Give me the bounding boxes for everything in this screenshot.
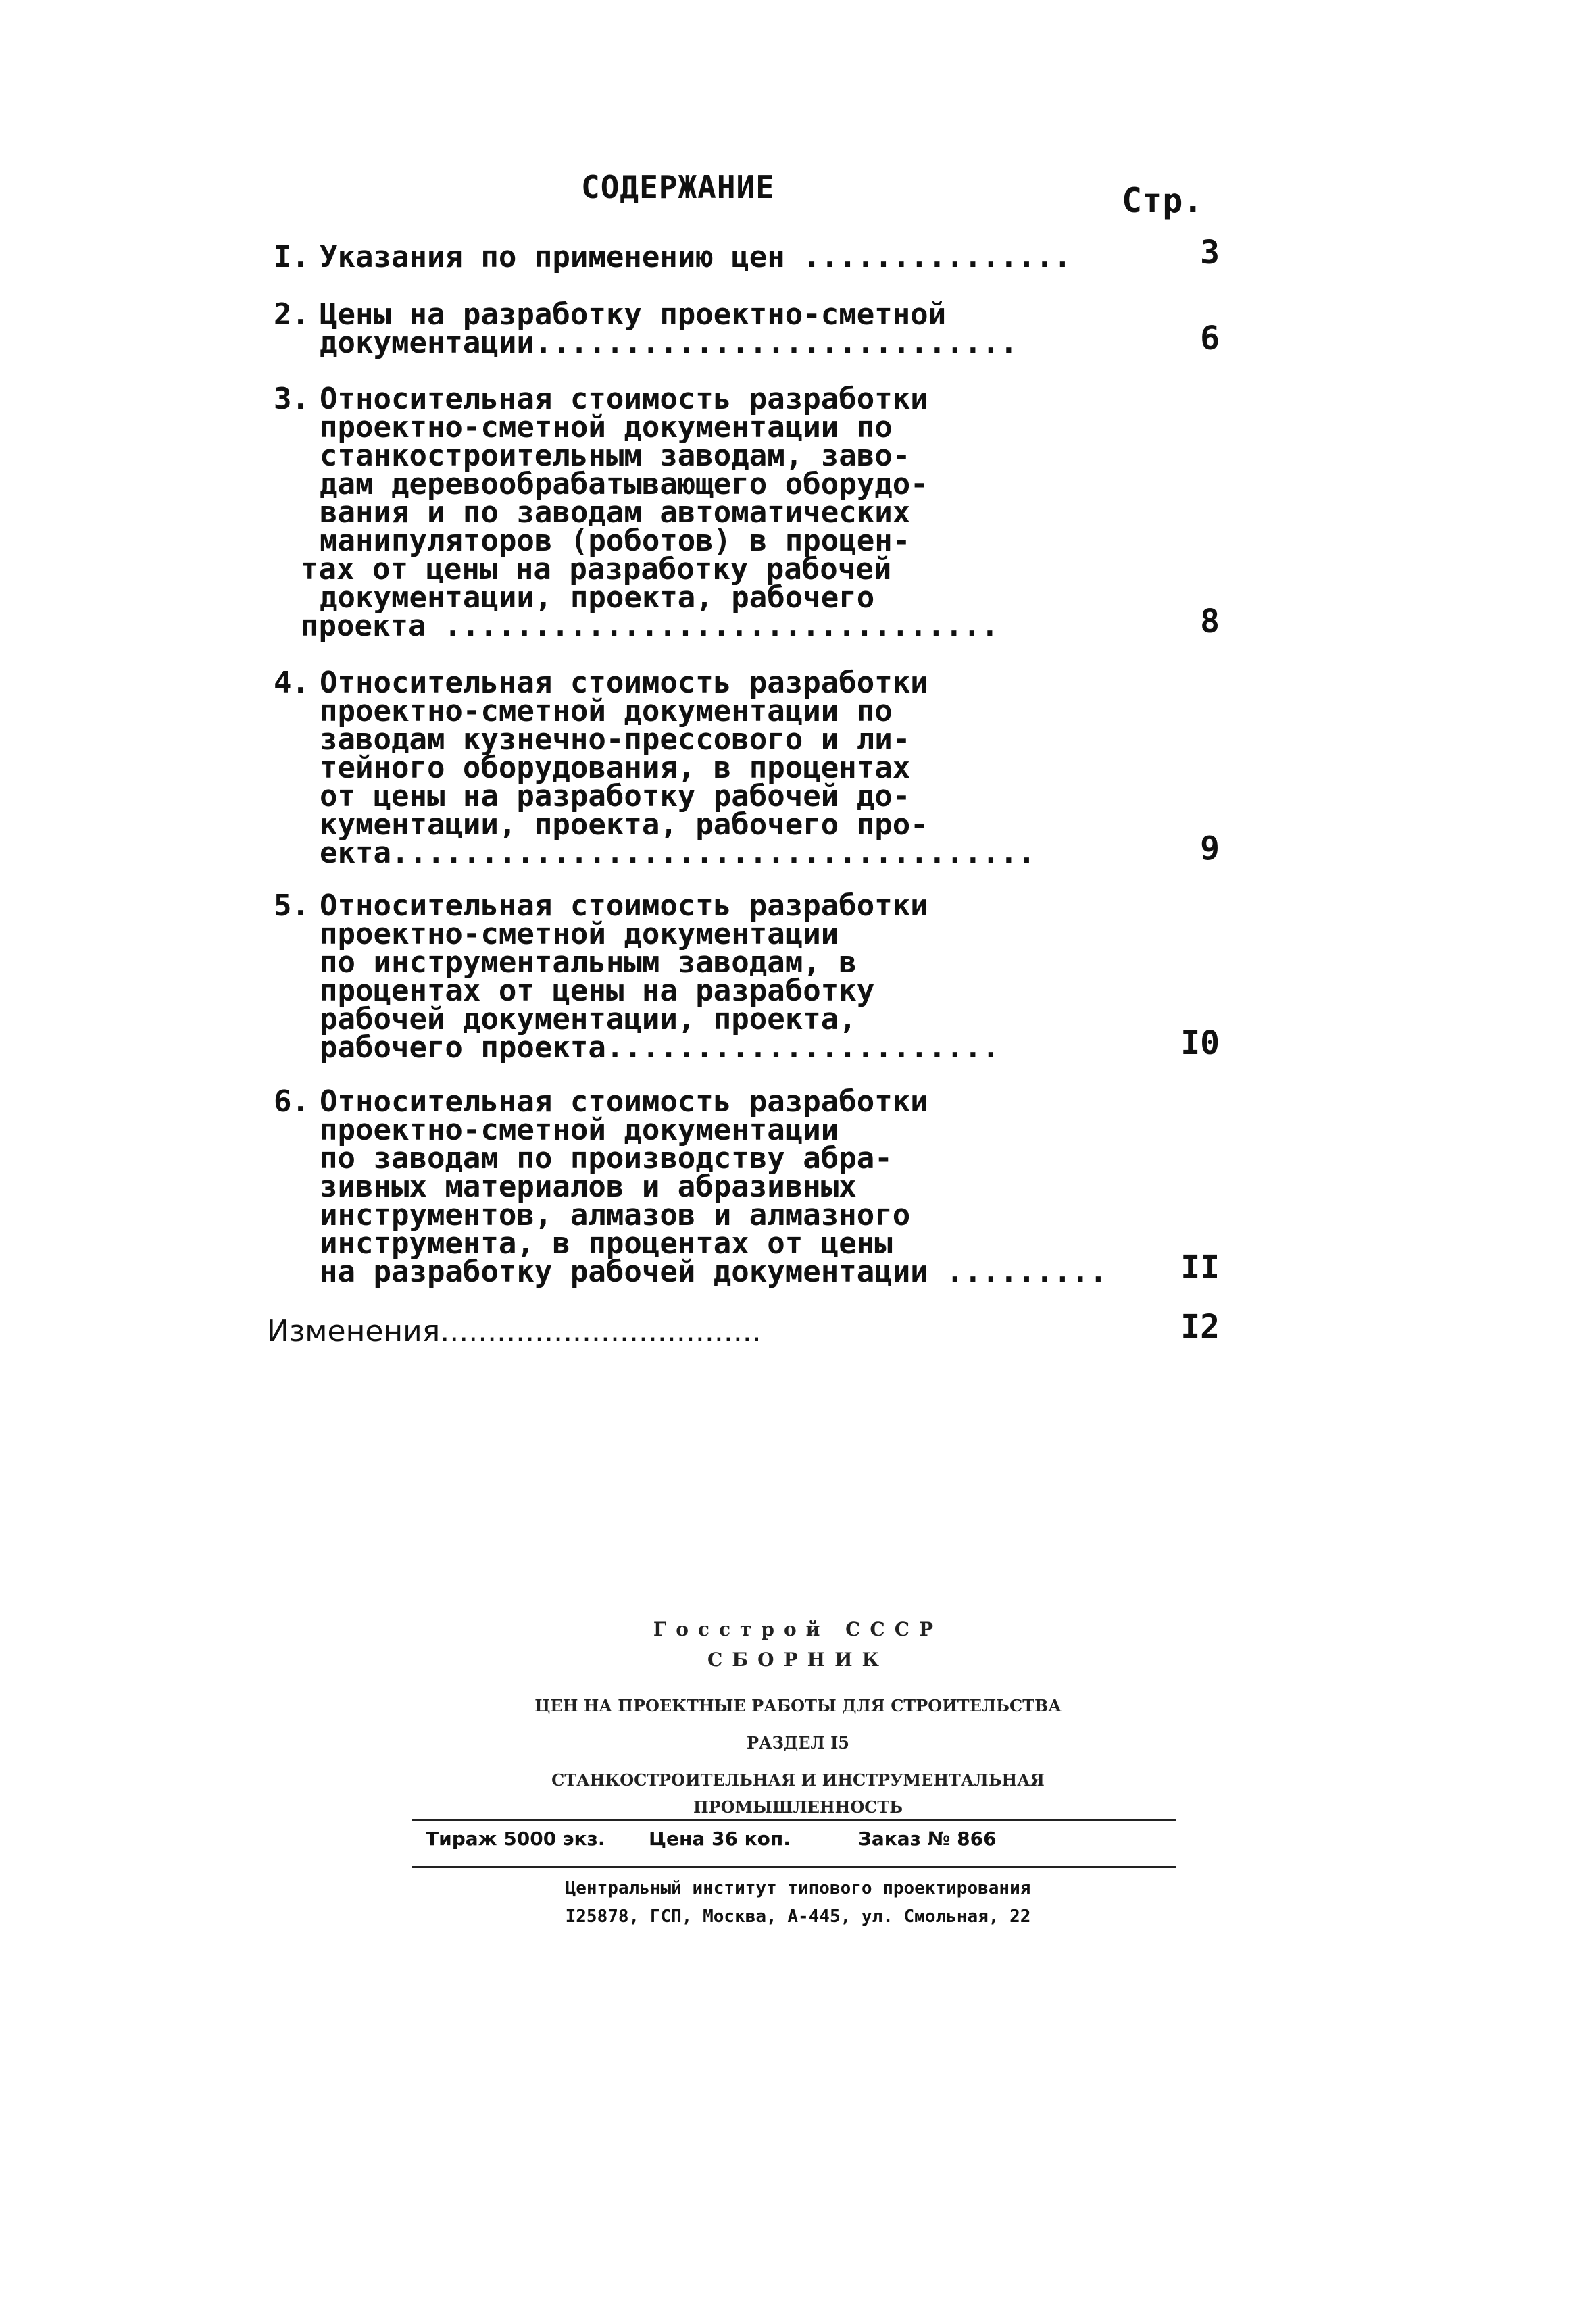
entry-page: II [1180, 1249, 1220, 1286]
publisher: Центральный институт типового проектирования [565, 1878, 1031, 1898]
entry-page: 6 [1200, 320, 1220, 357]
entry-line: рабочей документации, проекта, [320, 1002, 857, 1036]
entry-line: тах от цены на разработку рабочей [301, 552, 892, 586]
toc-entry [274, 888, 1220, 1065]
order-number: Заказ № 866 [858, 1828, 997, 1850]
entry-line: проектно-сметной документации по [320, 694, 893, 728]
imprint-industry-line2: ПРОМЫШЛЕННОСТЬ [693, 1797, 903, 1817]
entry-line: заводам кузнечно-прессового и ли- [320, 722, 911, 757]
entry-number: 2. [274, 297, 309, 332]
price: Цена 36 коп. [649, 1828, 791, 1850]
entry-number: 3. [274, 382, 309, 416]
entry-line: станкостроительным заводам, заво- [320, 438, 911, 473]
entry-line: екта.................................... [320, 836, 1036, 870]
entry-line: зивных материалов и абразивных [320, 1169, 857, 1204]
print-run: Тираж 5000 экз. [426, 1828, 605, 1850]
entry-line: по заводам по производству абра- [320, 1141, 893, 1176]
toc-entry [274, 382, 1220, 643]
entry-line: Относительная стоимость разработки [320, 382, 928, 416]
entry-number: 4. [274, 665, 309, 700]
entry-line: процентах от цены на разработку [320, 974, 875, 1008]
entry-number: I. [274, 240, 309, 274]
entry-line: от цены на разработку рабочей до- [320, 779, 911, 813]
page-column-header: Стр. [1122, 181, 1203, 220]
entry-line: Указания по применению цен ............... [320, 240, 1072, 274]
imprint-collection: СБОРНИК [707, 1649, 889, 1671]
entry-line: инструментов, алмазов и алмазного [320, 1198, 911, 1232]
publisher-address: I25878, ГСП, Москва, А-445, ул. Смольная, 22 [565, 1907, 1031, 1927]
entry-line: проектно-сметной документации по [320, 410, 893, 445]
entry-line: документации........................... [320, 326, 1018, 360]
entry-line: манипуляторов (роботов) в процен- [320, 524, 911, 558]
entry-page: 8 [1200, 603, 1220, 640]
imprint-subtitle: ЦЕН НА ПРОЕКТНЫЕ РАБОТЫ ДЛЯ СТРОИТЕЛЬСТВА [534, 1696, 1062, 1715]
entry-line: тейного оборудования, в процентах [320, 751, 911, 785]
entry-line: Относительная стоимость разработки [320, 1084, 928, 1119]
entry-page: I2 [1180, 1308, 1220, 1346]
entry-line: документации, проекта, рабочего [320, 580, 875, 615]
entry-line: инструмента, в процентах от цены [320, 1226, 893, 1261]
entry-line: Относительная стоимость разработки [320, 888, 928, 923]
entry-page: 9 [1200, 830, 1220, 867]
entry-line: вания и по заводам автоматических [320, 495, 911, 530]
entry-line: проектно-сметной документации [320, 917, 839, 951]
entry-number: 5. [274, 888, 309, 923]
entry-line: Относительная стоимость разработки [320, 665, 928, 700]
entry-line: по инструментальным заводам, в [320, 945, 857, 980]
entry-line: проекта ............................... [301, 609, 999, 643]
imprint-industry-line1: СТАНКОСТРОИТЕЛЬНАЯ И ИНСТРУМЕНТАЛЬНАЯ [551, 1770, 1045, 1790]
toc-entry [274, 234, 1220, 274]
entry-number: 6. [274, 1084, 309, 1119]
entry-line: дам деревообрабатывающего оборудо- [320, 467, 928, 501]
entry-line: на разработку рабочей документации ......... [320, 1255, 1107, 1289]
entry-line: кументации, проекта, рабочего про- [320, 807, 928, 842]
entry-page: 3 [1200, 234, 1220, 272]
entry-line: Цены на разработку проектно-сметной [320, 297, 947, 332]
entry-line: Изменения.................................. [267, 1314, 762, 1349]
imprint-org: Госстрой СССР [653, 1618, 943, 1640]
entry-line: проектно-сметной документации [320, 1113, 839, 1147]
toc-entry [274, 297, 1220, 360]
divider [412, 1866, 1176, 1868]
entry-page: I0 [1180, 1024, 1220, 1062]
entry-line: рабочего проекта...................... [320, 1030, 1000, 1065]
imprint-section: РАЗДЕЛ I5 [746, 1733, 850, 1753]
toc-title: СОДЕРЖАНИЕ [581, 169, 775, 205]
toc-entry-changes [267, 1308, 1220, 1349]
toc-entry [274, 1084, 1220, 1289]
divider [412, 1819, 1176, 1821]
toc-entry [274, 665, 1220, 870]
